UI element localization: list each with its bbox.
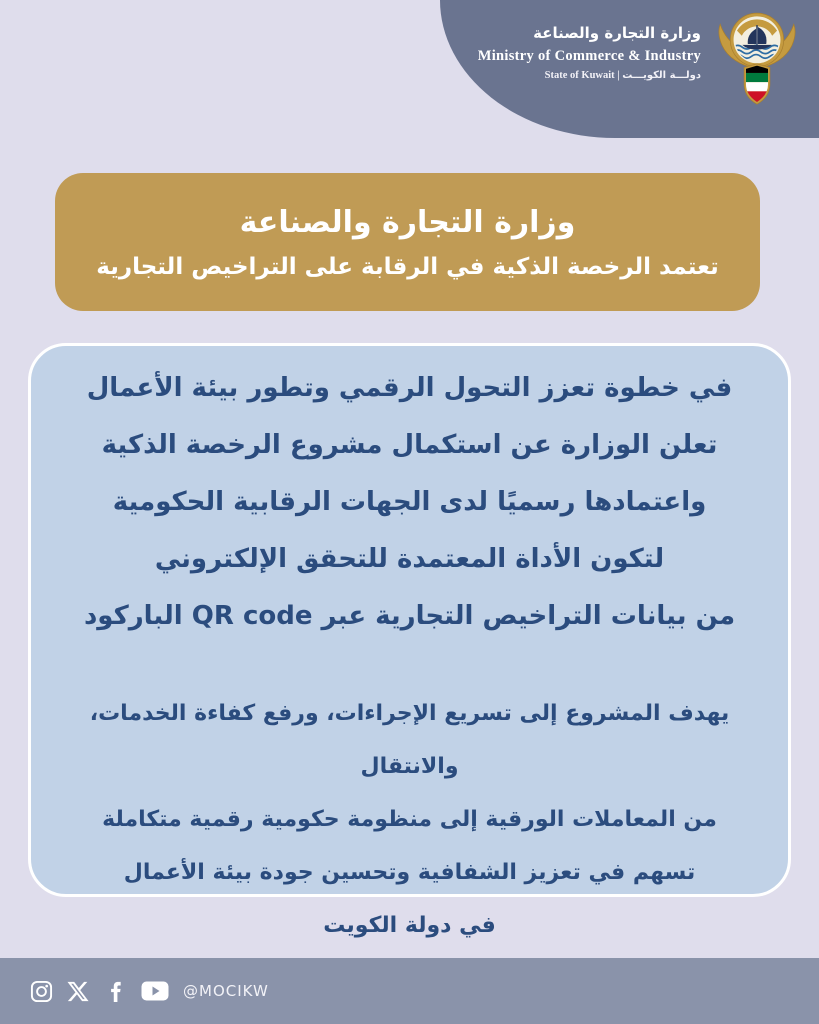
title-card [55, 173, 760, 311]
separator: | [617, 70, 620, 81]
body-line: من المعاملات الورقية إلى منظومة حكومية رقمية متكاملة [102, 807, 717, 832]
instagram-icon [30, 980, 53, 1003]
state-of-kuwait-line [478, 70, 701, 81]
ministry-name-english: Ministry of Commerce & Industry [477, 48, 701, 64]
title-subtitle: تعتمد الرخصة الذكية في الرقابة على التراخيص التجارية [96, 253, 719, 280]
body-line: من بيانات التراخيص التجارية عبر QR code الباركود [83, 601, 736, 631]
body-line: يهدف المشروع إلى تسريع الإجراءات، ورفع كفاءة الخدمات، والانتقال [89, 701, 730, 779]
announcement-card [28, 343, 791, 938]
body-line: تسهم في تعزيز الشفافية وتحسين جودة بيئة الأعمال [123, 860, 696, 885]
header-text-block [478, 24, 701, 81]
body-line: في خطوة تعزز التحول الرقمي وتطور بيئة الأعمال [86, 373, 733, 403]
announcement-paragraph-2 [57, 687, 762, 952]
facebook-icon [104, 980, 127, 1003]
footer-bar [0, 958, 819, 1024]
body-line: في دولة الكويت [323, 913, 496, 938]
social-handle: @MOCIKW [183, 982, 269, 1000]
youtube-icon [141, 981, 169, 1001]
body-line: تعلن الوزارة عن استكمال مشروع الرخصة الذكية [101, 430, 718, 460]
social-icons [30, 980, 169, 1003]
state-english: State of Kuwait [544, 70, 615, 81]
body-line: لتكون الأداة المعتمدة للتحقق الإلكتروني [154, 544, 665, 574]
announcement-paragraph-1 [57, 360, 762, 645]
state-arabic: دولـــة الكويـــت [622, 70, 701, 81]
kuwait-emblem-logo [711, 6, 803, 116]
ministry-name-arabic: وزارة التجارة والصناعة [533, 24, 701, 42]
header-banner [440, 0, 819, 138]
x-icon [67, 980, 90, 1003]
body-line: واعتمادها رسميًا لدى الجهات الرقابية الحكومية [112, 487, 707, 517]
title-ministry-name: وزارة التجارة والصناعة [239, 204, 576, 240]
